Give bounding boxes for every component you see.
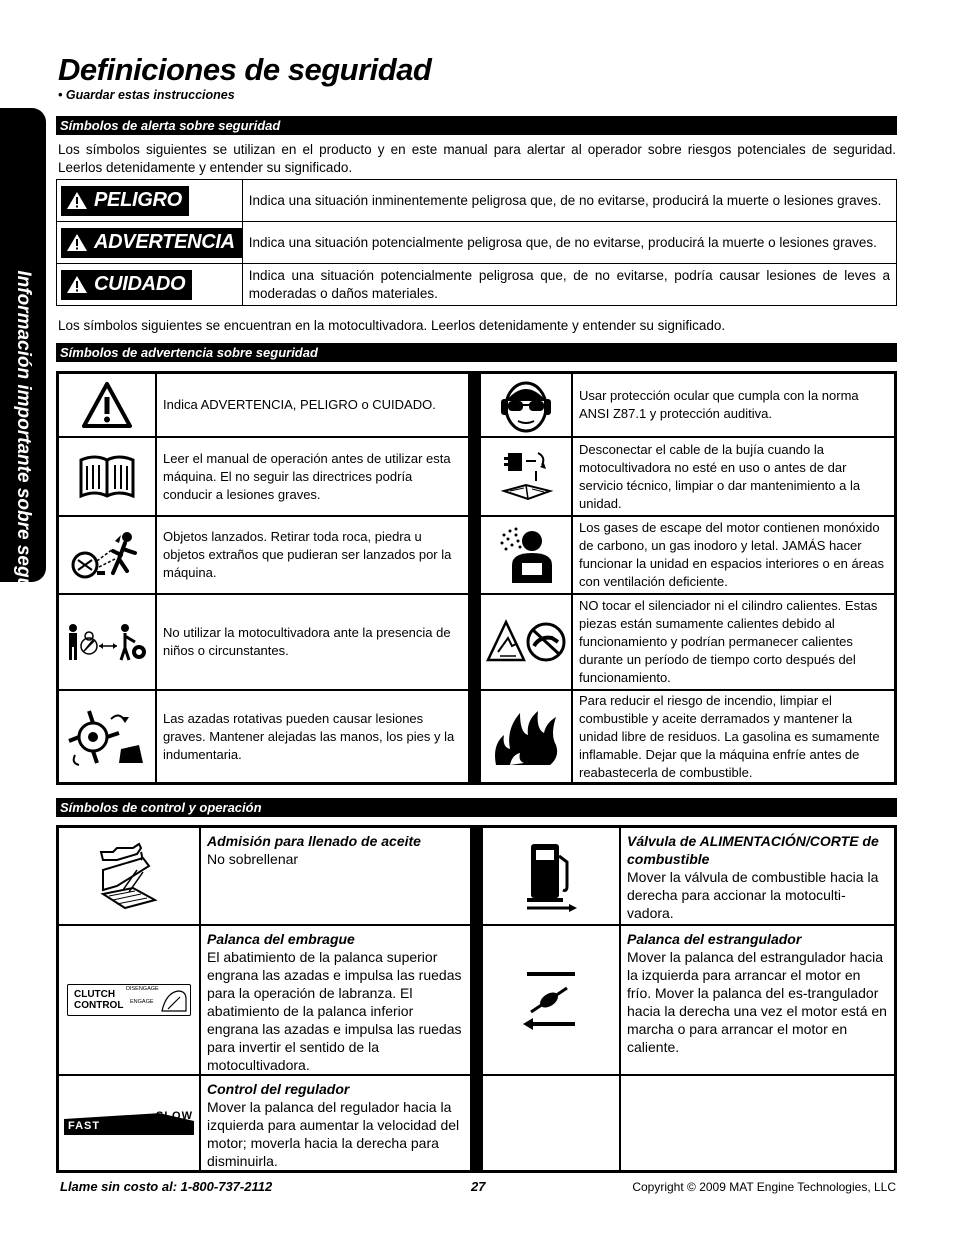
symbol-icon-cell <box>59 374 155 436</box>
fast-label: FAST <box>68 1120 101 1132</box>
symbol-icon-cell <box>481 595 571 689</box>
fire-icon <box>490 705 562 769</box>
spark-plug-disconnect-icon <box>498 447 554 507</box>
throttle-icon <box>64 1111 194 1135</box>
engage-label: ENGAGE <box>130 999 154 1005</box>
signal-word-text: ADVERTENCIA <box>94 231 235 253</box>
rotating-tines-icon <box>67 705 147 769</box>
column-divider <box>470 374 479 436</box>
page-title: Definiciones de seguridad <box>58 52 432 87</box>
slow-label: SLOW <box>156 1110 193 1122</box>
column-divider <box>470 691 479 782</box>
column-divider <box>472 828 481 924</box>
clutch-label: CLUTCH CONTROL <box>74 989 124 1011</box>
clutch-control-icon <box>67 984 191 1016</box>
symbols-intro: Los símbolos siguientes se encuentran en la motocultivadora. Leerlos detenidamente y entender su significado. <box>58 318 726 333</box>
signal-word-description: Indica una situación inminentemente peligrosa que, de no evitarse, producirá la muerte o lesiones graves. <box>242 180 896 222</box>
control-title: Válvula de ALIMENTACIÓN/CORTE de combustible <box>627 833 879 867</box>
table-row <box>57 180 897 222</box>
control-title: Palanca del estrangulador <box>627 931 802 947</box>
symbol-icon-cell <box>59 517 155 593</box>
empty-cell <box>621 1076 894 1170</box>
footer-copyright: Copyright © 2009 MAT Engine Technologies, LLC <box>632 1180 896 1194</box>
control-text: Mover la palanca del regulador hacia la izquierda para aumentar la velocidad del motor; moverla hacia la derecha para disminuirla. <box>207 1099 460 1169</box>
column-divider <box>472 1076 481 1170</box>
signal-word-description: Indica una situación potencialmente peligrosa que, de no evitarse, podría causar lesiones de leves a moderadas o daños materiales. <box>242 264 896 306</box>
fuel-valve-icon <box>523 838 579 914</box>
choke-icon <box>521 966 581 1034</box>
control-description <box>201 926 470 1074</box>
column-divider <box>470 438 479 515</box>
control-text: Mover la palanca del estrangulador hacia la izquierda para arrancar el motor en frío. Mover la palanca del es-trangulador hacia la derecha una vez el motor está en marcha o para arrancar el motor en caliente. <box>627 949 887 1055</box>
section-bar-alert-symbols: Símbolos de alerta sobre seguridad <box>56 116 897 135</box>
symbol-icon-cell <box>59 828 199 924</box>
warning-triangle-icon <box>66 233 88 252</box>
signal-word-table <box>56 179 897 306</box>
section-bar-warning-symbols: Símbolos de advertencia sobre seguridad <box>56 343 897 362</box>
side-tab-label: Información importante sobre seguridad <box>13 270 34 636</box>
symbol-description: Desconectar el cable de la bujía cuando la motocultivadora no esté en uso o antes de dar servicio técnico, limpiar o dar mantenimiento a la unidad. <box>573 438 894 515</box>
symbol-icon-cell <box>481 374 571 436</box>
symbol-description: Leer el manual de operación antes de utilizar esta máquina. El no seguir las directrices podría conducir a lesiones graves. <box>157 438 468 515</box>
control-title: Control del regulador <box>207 1081 350 1097</box>
control-description <box>621 926 894 1074</box>
lever-hand-icon <box>158 987 190 1015</box>
symbol-icon-cell <box>59 691 155 782</box>
eye-ear-protection-icon <box>498 377 554 433</box>
signal-word-cell <box>57 264 243 306</box>
symbol-icon-cell <box>481 517 571 593</box>
signal-word-description: Indica una situación potencialmente peligrosa que, de no evitarse, producirá la muerte o lesiones graves. <box>242 222 896 264</box>
symbol-description: Usar protección ocular que cumpla con la norma ANSI Z87.1 y protección auditiva. <box>573 374 894 436</box>
table-row <box>57 264 897 306</box>
control-symbols-grid <box>56 825 897 1173</box>
column-divider <box>472 926 481 1074</box>
alert-intro: Los símbolos siguientes se utilizan en el producto y en este manual para alertar al operador sobre riesgos potenciales de seguridad. Leerlos detenidamente y entender su significado. <box>58 142 896 175</box>
table-row <box>57 222 897 264</box>
symbol-description: Los gases de escape del motor contienen monóxido de carbono, un gas inodoro y letal. JAMÁS hacer funcionar la unidad en espacios interiores o en áreas con ventilación deficiente. <box>573 517 894 593</box>
hot-surface-icon <box>486 618 566 666</box>
symbol-icon-cell <box>483 828 619 924</box>
signal-word-text: PELIGRO <box>94 189 182 211</box>
peligro-label <box>61 186 189 216</box>
control-text: Mover la válvula de combustible hacia la derecha para accionar la motoculti-vadora. <box>627 869 879 921</box>
warning-symbols-grid <box>56 371 897 785</box>
column-divider <box>470 595 479 689</box>
keep-bystanders-away-icon <box>65 622 149 662</box>
symbol-description: Las azadas rotativas pueden causar lesiones graves. Mantener alejadas las manos, los pies y la indumentaria. <box>157 691 468 782</box>
column-divider <box>470 517 479 593</box>
footer-phone: Llame sin costo al: 1-800-737-2112 <box>60 1179 273 1194</box>
symbol-icon-cell <box>59 438 155 515</box>
control-text: No sobrellenar <box>207 851 299 867</box>
page-number: 27 <box>471 1179 486 1194</box>
signal-word-cell <box>57 222 243 264</box>
symbol-icon-cell <box>59 1076 199 1170</box>
read-manual-icon <box>77 452 137 502</box>
thrown-objects-icon <box>69 527 145 583</box>
control-description <box>201 1076 470 1170</box>
page-subtitle: • Guardar estas instrucciones <box>58 88 235 102</box>
empty-cell <box>483 1076 619 1170</box>
disengage-label: DISENGAGE <box>126 986 159 992</box>
advertencia-label <box>61 228 242 258</box>
control-title: Admisión para llenado de aceite <box>207 833 421 849</box>
symbol-icon-cell <box>481 691 571 782</box>
warning-triangle-icon <box>81 381 133 429</box>
control-title: Palanca del embrague <box>207 931 355 947</box>
cuidado-label <box>61 270 192 300</box>
symbol-description: Para reducir el riesgo de incendio, limpiar el combustible y aceite derramados y mantener la unidad libre de residuos. La gasolina es sumamente inflamable. Dejar que la máquina enfríe antes de reabastecerla de combustible. <box>573 691 894 782</box>
symbol-icon-cell <box>59 595 155 689</box>
symbol-icon-cell <box>481 438 571 515</box>
symbol-description: NO tocar el silenciador ni el cilindro calientes. Estas piezas están sumamente calientes debido al funcionamiento y podrían permanecer calientes durante un período de tiempo corto después del funcionamiento. <box>573 595 894 689</box>
symbol-description: Objetos lanzados. Retirar toda roca, piedra u objetos extraños que pudieran ser lanzados por la máquina. <box>157 517 468 593</box>
warning-triangle-icon <box>66 191 88 210</box>
control-description <box>201 828 470 924</box>
symbol-icon-cell <box>483 926 619 1074</box>
control-text: El abatimiento de la palanca superior engrana las azadas e impulsa las ruedas para la operación de labranza. El abatimiento de la palanca inferior engrana las azadas e impulsa las ruedas para invertir el sentido de la motocultivadora. <box>207 949 462 1073</box>
symbol-description: No utilizar la motocultivadora ante la presencia de niños o circunstantes. <box>157 595 468 689</box>
signal-word-cell <box>57 180 243 222</box>
warning-triangle-icon <box>66 275 88 294</box>
side-tab <box>0 108 46 636</box>
section-bar-control-symbols: Símbolos de control y operación <box>56 798 897 817</box>
control-description <box>621 828 894 924</box>
oil-fill-icon <box>93 840 165 912</box>
exhaust-gas-icon <box>498 525 554 585</box>
signal-word-text: CUIDADO <box>94 273 186 295</box>
symbol-icon-cell <box>59 926 199 1074</box>
symbol-description: Indica ADVERTENCIA, PELIGRO o CUIDADO. <box>157 374 468 436</box>
